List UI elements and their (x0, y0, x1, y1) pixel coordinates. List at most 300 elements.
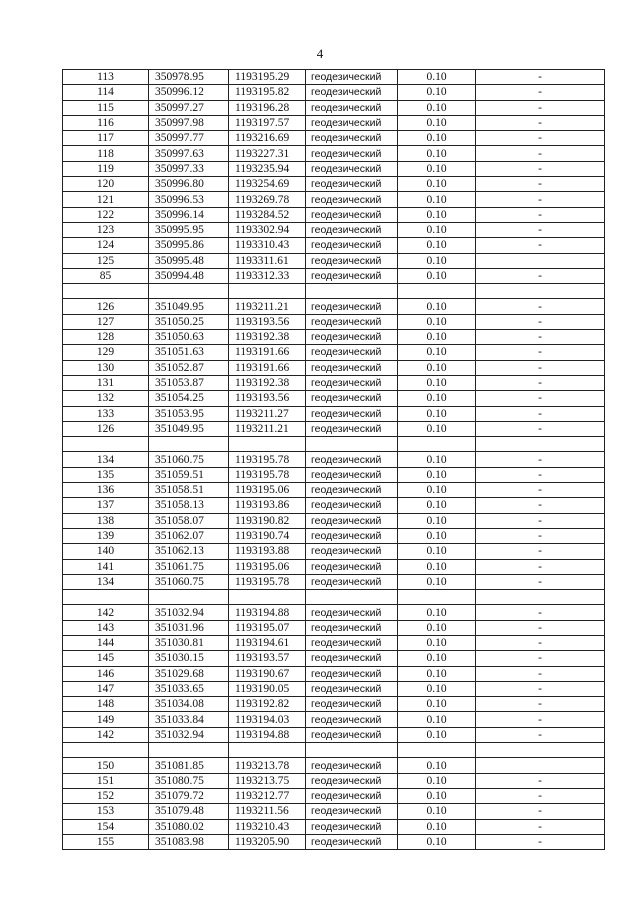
x-coordinate-cell (149, 284, 229, 299)
table-row (63, 712, 605, 727)
table-row (63, 437, 605, 452)
accuracy-cell: 0.10 (398, 605, 476, 620)
accuracy-cell: 0.10 (398, 421, 476, 436)
point-number-cell: 151 (63, 773, 149, 788)
y-coordinate-cell: 1193196.28 (229, 100, 306, 115)
y-coordinate-cell: 1193211.21 (229, 421, 306, 436)
method-cell: геодезический (306, 681, 398, 696)
table-row (63, 406, 605, 421)
point-number-cell: 140 (63, 544, 149, 559)
accuracy-cell: 0.10 (398, 528, 476, 543)
point-number-cell: 126 (63, 299, 149, 314)
description-cell: - (476, 712, 605, 727)
description-cell: - (476, 483, 605, 498)
method-cell: геодезический (306, 574, 398, 589)
y-coordinate-cell: 1193211.27 (229, 406, 306, 421)
y-coordinate-cell: 1193211.56 (229, 804, 306, 819)
table-row (63, 528, 605, 543)
method-cell: геодезический (306, 131, 398, 146)
x-coordinate-cell (149, 437, 229, 452)
point-number-cell: 123 (63, 222, 149, 237)
table-row (63, 177, 605, 192)
method-cell: геодезический (306, 330, 398, 345)
method-cell: геодезический (306, 452, 398, 467)
table-row (63, 207, 605, 222)
y-coordinate-cell: 1193216.69 (229, 131, 306, 146)
point-number-cell: 150 (63, 758, 149, 773)
x-coordinate-cell (149, 743, 229, 758)
description-cell: - (476, 819, 605, 834)
y-coordinate-cell: 1193195.78 (229, 467, 306, 482)
description-cell: - (476, 161, 605, 176)
point-number-cell: 118 (63, 146, 149, 161)
point-number-cell: 152 (63, 788, 149, 803)
accuracy-cell: 0.10 (398, 192, 476, 207)
table-row (63, 85, 605, 100)
y-coordinate-cell: 1193284.52 (229, 207, 306, 222)
method-cell: геодезический (306, 100, 398, 115)
y-coordinate-cell: 1193192.82 (229, 697, 306, 712)
table-row (63, 375, 605, 390)
table-row (63, 544, 605, 559)
x-coordinate-cell: 351062.07 (149, 528, 229, 543)
table-row (63, 222, 605, 237)
point-number-cell: 145 (63, 651, 149, 666)
method-cell: геодезический (306, 268, 398, 283)
point-number-cell: 155 (63, 834, 149, 849)
description-cell: - (476, 238, 605, 253)
method-cell: геодезический (306, 804, 398, 819)
x-coordinate-cell: 351080.75 (149, 773, 229, 788)
point-number-cell: 121 (63, 192, 149, 207)
description-cell (476, 253, 605, 268)
accuracy-cell (398, 743, 476, 758)
accuracy-cell: 0.10 (398, 131, 476, 146)
point-number-cell: 143 (63, 620, 149, 635)
accuracy-cell (398, 284, 476, 299)
coordinates-table (62, 69, 605, 850)
point-number-cell (63, 284, 149, 299)
x-coordinate-cell: 350995.95 (149, 222, 229, 237)
method-cell: геодезический (306, 70, 398, 85)
table-row (63, 253, 605, 268)
y-coordinate-cell: 1193311.61 (229, 253, 306, 268)
x-coordinate-cell: 351032.94 (149, 727, 229, 742)
accuracy-cell: 0.10 (398, 177, 476, 192)
description-cell: - (476, 375, 605, 390)
y-coordinate-cell: 1193191.66 (229, 345, 306, 360)
x-coordinate-cell: 351058.51 (149, 483, 229, 498)
description-cell: - (476, 834, 605, 849)
description-cell: - (476, 513, 605, 528)
accuracy-cell: 0.10 (398, 391, 476, 406)
point-number-cell: 117 (63, 131, 149, 146)
point-number-cell: 131 (63, 375, 149, 390)
accuracy-cell: 0.10 (398, 85, 476, 100)
method-cell (306, 437, 398, 452)
y-coordinate-cell: 1193210.43 (229, 819, 306, 834)
point-number-cell: 125 (63, 253, 149, 268)
accuracy-cell: 0.10 (398, 483, 476, 498)
y-coordinate-cell: 1193195.07 (229, 620, 306, 635)
y-coordinate-cell: 1193195.82 (229, 85, 306, 100)
accuracy-cell: 0.10 (398, 544, 476, 559)
point-number-cell: 144 (63, 635, 149, 650)
accuracy-cell: 0.10 (398, 222, 476, 237)
point-number-cell: 124 (63, 238, 149, 253)
table-row (63, 70, 605, 85)
description-cell: - (476, 528, 605, 543)
method-cell: геодезический (306, 161, 398, 176)
x-coordinate-cell: 350997.27 (149, 100, 229, 115)
method-cell: геодезический (306, 758, 398, 773)
accuracy-cell: 0.10 (398, 238, 476, 253)
description-cell (476, 437, 605, 452)
description-cell: - (476, 788, 605, 803)
point-number-cell: 137 (63, 498, 149, 513)
description-cell: - (476, 360, 605, 375)
method-cell: геодезический (306, 727, 398, 742)
description-cell: - (476, 177, 605, 192)
point-number-cell: 142 (63, 605, 149, 620)
table-row (63, 605, 605, 620)
y-coordinate-cell: 1193197.57 (229, 115, 306, 130)
x-coordinate-cell: 350996.12 (149, 85, 229, 100)
page-number: 4 (316, 46, 324, 61)
y-coordinate-cell: 1193192.38 (229, 330, 306, 345)
x-coordinate-cell: 351031.96 (149, 620, 229, 635)
point-number-cell: 148 (63, 697, 149, 712)
accuracy-cell: 0.10 (398, 498, 476, 513)
y-coordinate-cell (229, 437, 306, 452)
y-coordinate-cell: 1193302.94 (229, 222, 306, 237)
description-cell: - (476, 131, 605, 146)
y-coordinate-cell: 1193194.88 (229, 727, 306, 742)
method-cell: геодезический (306, 498, 398, 513)
y-coordinate-cell: 1193194.03 (229, 712, 306, 727)
y-coordinate-cell: 1193211.21 (229, 299, 306, 314)
table-row (63, 115, 605, 130)
x-coordinate-cell: 351033.84 (149, 712, 229, 727)
table-row (63, 788, 605, 803)
table-row (63, 284, 605, 299)
x-coordinate-cell: 351081.85 (149, 758, 229, 773)
method-cell: геодезический (306, 115, 398, 130)
x-coordinate-cell: 351060.75 (149, 452, 229, 467)
y-coordinate-cell: 1193190.82 (229, 513, 306, 528)
method-cell (306, 284, 398, 299)
accuracy-cell: 0.10 (398, 681, 476, 696)
x-coordinate-cell: 351054.25 (149, 391, 229, 406)
x-coordinate-cell: 350997.77 (149, 131, 229, 146)
x-coordinate-cell: 350994.48 (149, 268, 229, 283)
description-cell (476, 590, 605, 605)
accuracy-cell: 0.10 (398, 161, 476, 176)
method-cell: геодезический (306, 222, 398, 237)
table-row (63, 146, 605, 161)
table-row (63, 697, 605, 712)
method-cell: геодезический (306, 834, 398, 849)
method-cell: геодезический (306, 299, 398, 314)
x-coordinate-cell: 351062.13 (149, 544, 229, 559)
y-coordinate-cell: 1193310.43 (229, 238, 306, 253)
y-coordinate-cell: 1193193.57 (229, 651, 306, 666)
accuracy-cell: 0.10 (398, 834, 476, 849)
x-coordinate-cell: 350996.80 (149, 177, 229, 192)
accuracy-cell: 0.10 (398, 513, 476, 528)
accuracy-cell: 0.10 (398, 758, 476, 773)
accuracy-cell (398, 590, 476, 605)
accuracy-cell: 0.10 (398, 559, 476, 574)
x-coordinate-cell: 351079.48 (149, 804, 229, 819)
method-cell: геодезический (306, 177, 398, 192)
point-number-cell: 129 (63, 345, 149, 360)
x-coordinate-cell: 350997.98 (149, 115, 229, 130)
table-row (63, 727, 605, 742)
y-coordinate-cell: 1193193.88 (229, 544, 306, 559)
accuracy-cell: 0.10 (398, 620, 476, 635)
description-cell: - (476, 391, 605, 406)
method-cell: геодезический (306, 528, 398, 543)
description-cell: - (476, 651, 605, 666)
accuracy-cell: 0.10 (398, 712, 476, 727)
table-row (63, 743, 605, 758)
accuracy-cell: 0.10 (398, 330, 476, 345)
accuracy-cell: 0.10 (398, 253, 476, 268)
method-cell: геодезический (306, 192, 398, 207)
y-coordinate-cell: 1193190.67 (229, 666, 306, 681)
description-cell: - (476, 620, 605, 635)
table-row (63, 498, 605, 513)
description-cell: - (476, 192, 605, 207)
x-coordinate-cell: 351049.95 (149, 421, 229, 436)
method-cell: геодезический (306, 651, 398, 666)
description-cell: - (476, 314, 605, 329)
x-coordinate-cell: 350996.14 (149, 207, 229, 222)
x-coordinate-cell: 351059.51 (149, 467, 229, 482)
method-cell: геодезический (306, 85, 398, 100)
y-coordinate-cell: 1193192.38 (229, 375, 306, 390)
accuracy-cell: 0.10 (398, 146, 476, 161)
accuracy-cell: 0.10 (398, 452, 476, 467)
description-cell: - (476, 146, 605, 161)
y-coordinate-cell: 1193269.78 (229, 192, 306, 207)
x-coordinate-cell: 350997.33 (149, 161, 229, 176)
point-number-cell: 153 (63, 804, 149, 819)
accuracy-cell: 0.10 (398, 406, 476, 421)
accuracy-cell: 0.10 (398, 819, 476, 834)
x-coordinate-cell: 351079.72 (149, 788, 229, 803)
y-coordinate-cell: 1193195.78 (229, 574, 306, 589)
description-cell: - (476, 605, 605, 620)
x-coordinate-cell: 350996.53 (149, 192, 229, 207)
x-coordinate-cell: 351053.87 (149, 375, 229, 390)
description-cell: - (476, 330, 605, 345)
point-number-cell: 149 (63, 712, 149, 727)
y-coordinate-cell: 1193205.90 (229, 834, 306, 849)
x-coordinate-cell: 351034.08 (149, 697, 229, 712)
description-cell: - (476, 544, 605, 559)
method-cell: геодезический (306, 360, 398, 375)
y-coordinate-cell: 1193254.69 (229, 177, 306, 192)
accuracy-cell: 0.10 (398, 467, 476, 482)
table-row (63, 360, 605, 375)
y-coordinate-cell: 1193312.33 (229, 268, 306, 283)
table-row (63, 590, 605, 605)
accuracy-cell: 0.10 (398, 788, 476, 803)
description-cell: - (476, 697, 605, 712)
x-coordinate-cell: 351061.75 (149, 559, 229, 574)
table-row (63, 238, 605, 253)
point-number-cell: 134 (63, 452, 149, 467)
point-number-cell: 135 (63, 467, 149, 482)
method-cell: геодезический (306, 513, 398, 528)
accuracy-cell: 0.10 (398, 100, 476, 115)
y-coordinate-cell: 1193195.29 (229, 70, 306, 85)
accuracy-cell: 0.10 (398, 574, 476, 589)
y-coordinate-cell: 1193195.78 (229, 452, 306, 467)
accuracy-cell: 0.10 (398, 299, 476, 314)
y-coordinate-cell: 1193212.77 (229, 788, 306, 803)
table-row (63, 834, 605, 849)
accuracy-cell: 0.10 (398, 666, 476, 681)
y-coordinate-cell: 1193191.66 (229, 360, 306, 375)
method-cell: геодезический (306, 391, 398, 406)
description-cell (476, 743, 605, 758)
method-cell: геодезический (306, 253, 398, 268)
table-row (63, 161, 605, 176)
accuracy-cell: 0.10 (398, 360, 476, 375)
table-row (63, 635, 605, 650)
method-cell: геодезический (306, 666, 398, 681)
y-coordinate-cell: 1193194.88 (229, 605, 306, 620)
point-number-cell: 113 (63, 70, 149, 85)
y-coordinate-cell: 1193235.94 (229, 161, 306, 176)
method-cell: геодезический (306, 375, 398, 390)
x-coordinate-cell: 351052.87 (149, 360, 229, 375)
description-cell: - (476, 207, 605, 222)
point-number-cell: 130 (63, 360, 149, 375)
point-number-cell: 114 (63, 85, 149, 100)
point-number-cell (63, 590, 149, 605)
point-number-cell: 126 (63, 421, 149, 436)
y-coordinate-cell: 1193213.75 (229, 773, 306, 788)
y-coordinate-cell (229, 590, 306, 605)
table-row (63, 467, 605, 482)
table-row (63, 773, 605, 788)
table-row (63, 513, 605, 528)
description-cell: - (476, 299, 605, 314)
x-coordinate-cell: 351049.95 (149, 299, 229, 314)
description-cell: - (476, 345, 605, 360)
method-cell (306, 743, 398, 758)
y-coordinate-cell: 1193195.06 (229, 483, 306, 498)
method-cell: геодезический (306, 635, 398, 650)
point-number-cell: 146 (63, 666, 149, 681)
point-number-cell: 134 (63, 574, 149, 589)
description-cell: - (476, 452, 605, 467)
description-cell (476, 758, 605, 773)
description-cell: - (476, 773, 605, 788)
table-row (63, 100, 605, 115)
description-cell: - (476, 498, 605, 513)
x-coordinate-cell: 351080.02 (149, 819, 229, 834)
method-cell: геодезический (306, 238, 398, 253)
table-row (63, 131, 605, 146)
method-cell: геодезический (306, 773, 398, 788)
accuracy-cell: 0.10 (398, 115, 476, 130)
y-coordinate-cell: 1193193.86 (229, 498, 306, 513)
table-row (63, 345, 605, 360)
description-cell: - (476, 268, 605, 283)
x-coordinate-cell: 351050.25 (149, 314, 229, 329)
accuracy-cell: 0.10 (398, 635, 476, 650)
accuracy-cell: 0.10 (398, 314, 476, 329)
table-row (63, 268, 605, 283)
point-number-cell: 133 (63, 406, 149, 421)
table-row (63, 620, 605, 635)
method-cell: геодезический (306, 483, 398, 498)
y-coordinate-cell: 1193190.05 (229, 681, 306, 696)
x-coordinate-cell: 350995.48 (149, 253, 229, 268)
table-row (63, 330, 605, 345)
description-cell: - (476, 467, 605, 482)
point-number-cell: 132 (63, 391, 149, 406)
method-cell: геодезический (306, 712, 398, 727)
x-coordinate-cell: 351051.63 (149, 345, 229, 360)
point-number-cell: 136 (63, 483, 149, 498)
y-coordinate-cell: 1193213.78 (229, 758, 306, 773)
x-coordinate-cell: 350995.86 (149, 238, 229, 253)
method-cell (306, 590, 398, 605)
coordinates-table-body (63, 70, 605, 850)
method-cell: геодезический (306, 406, 398, 421)
description-cell: - (476, 574, 605, 589)
x-coordinate-cell: 350997.63 (149, 146, 229, 161)
x-coordinate-cell: 351060.75 (149, 574, 229, 589)
description-cell: - (476, 635, 605, 650)
x-coordinate-cell: 351058.07 (149, 513, 229, 528)
description-cell: - (476, 421, 605, 436)
table-row (63, 758, 605, 773)
table-row (63, 483, 605, 498)
point-number-cell: 116 (63, 115, 149, 130)
accuracy-cell: 0.10 (398, 375, 476, 390)
x-coordinate-cell: 351033.65 (149, 681, 229, 696)
method-cell: геодезический (306, 314, 398, 329)
method-cell: геодезический (306, 620, 398, 635)
y-coordinate-cell: 1193193.56 (229, 391, 306, 406)
point-number-cell: 142 (63, 727, 149, 742)
method-cell: геодезический (306, 345, 398, 360)
y-coordinate-cell (229, 284, 306, 299)
accuracy-cell (398, 437, 476, 452)
description-cell: - (476, 804, 605, 819)
table-row (63, 452, 605, 467)
point-number-cell: 154 (63, 819, 149, 834)
point-number-cell: 85 (63, 268, 149, 283)
point-number-cell: 115 (63, 100, 149, 115)
description-cell: - (476, 115, 605, 130)
x-coordinate-cell: 351083.98 (149, 834, 229, 849)
y-coordinate-cell: 1193193.56 (229, 314, 306, 329)
y-coordinate-cell: 1193227.31 (229, 146, 306, 161)
y-coordinate-cell (229, 743, 306, 758)
method-cell: геодезический (306, 421, 398, 436)
description-cell: - (476, 85, 605, 100)
table-row (63, 559, 605, 574)
table-row (63, 651, 605, 666)
